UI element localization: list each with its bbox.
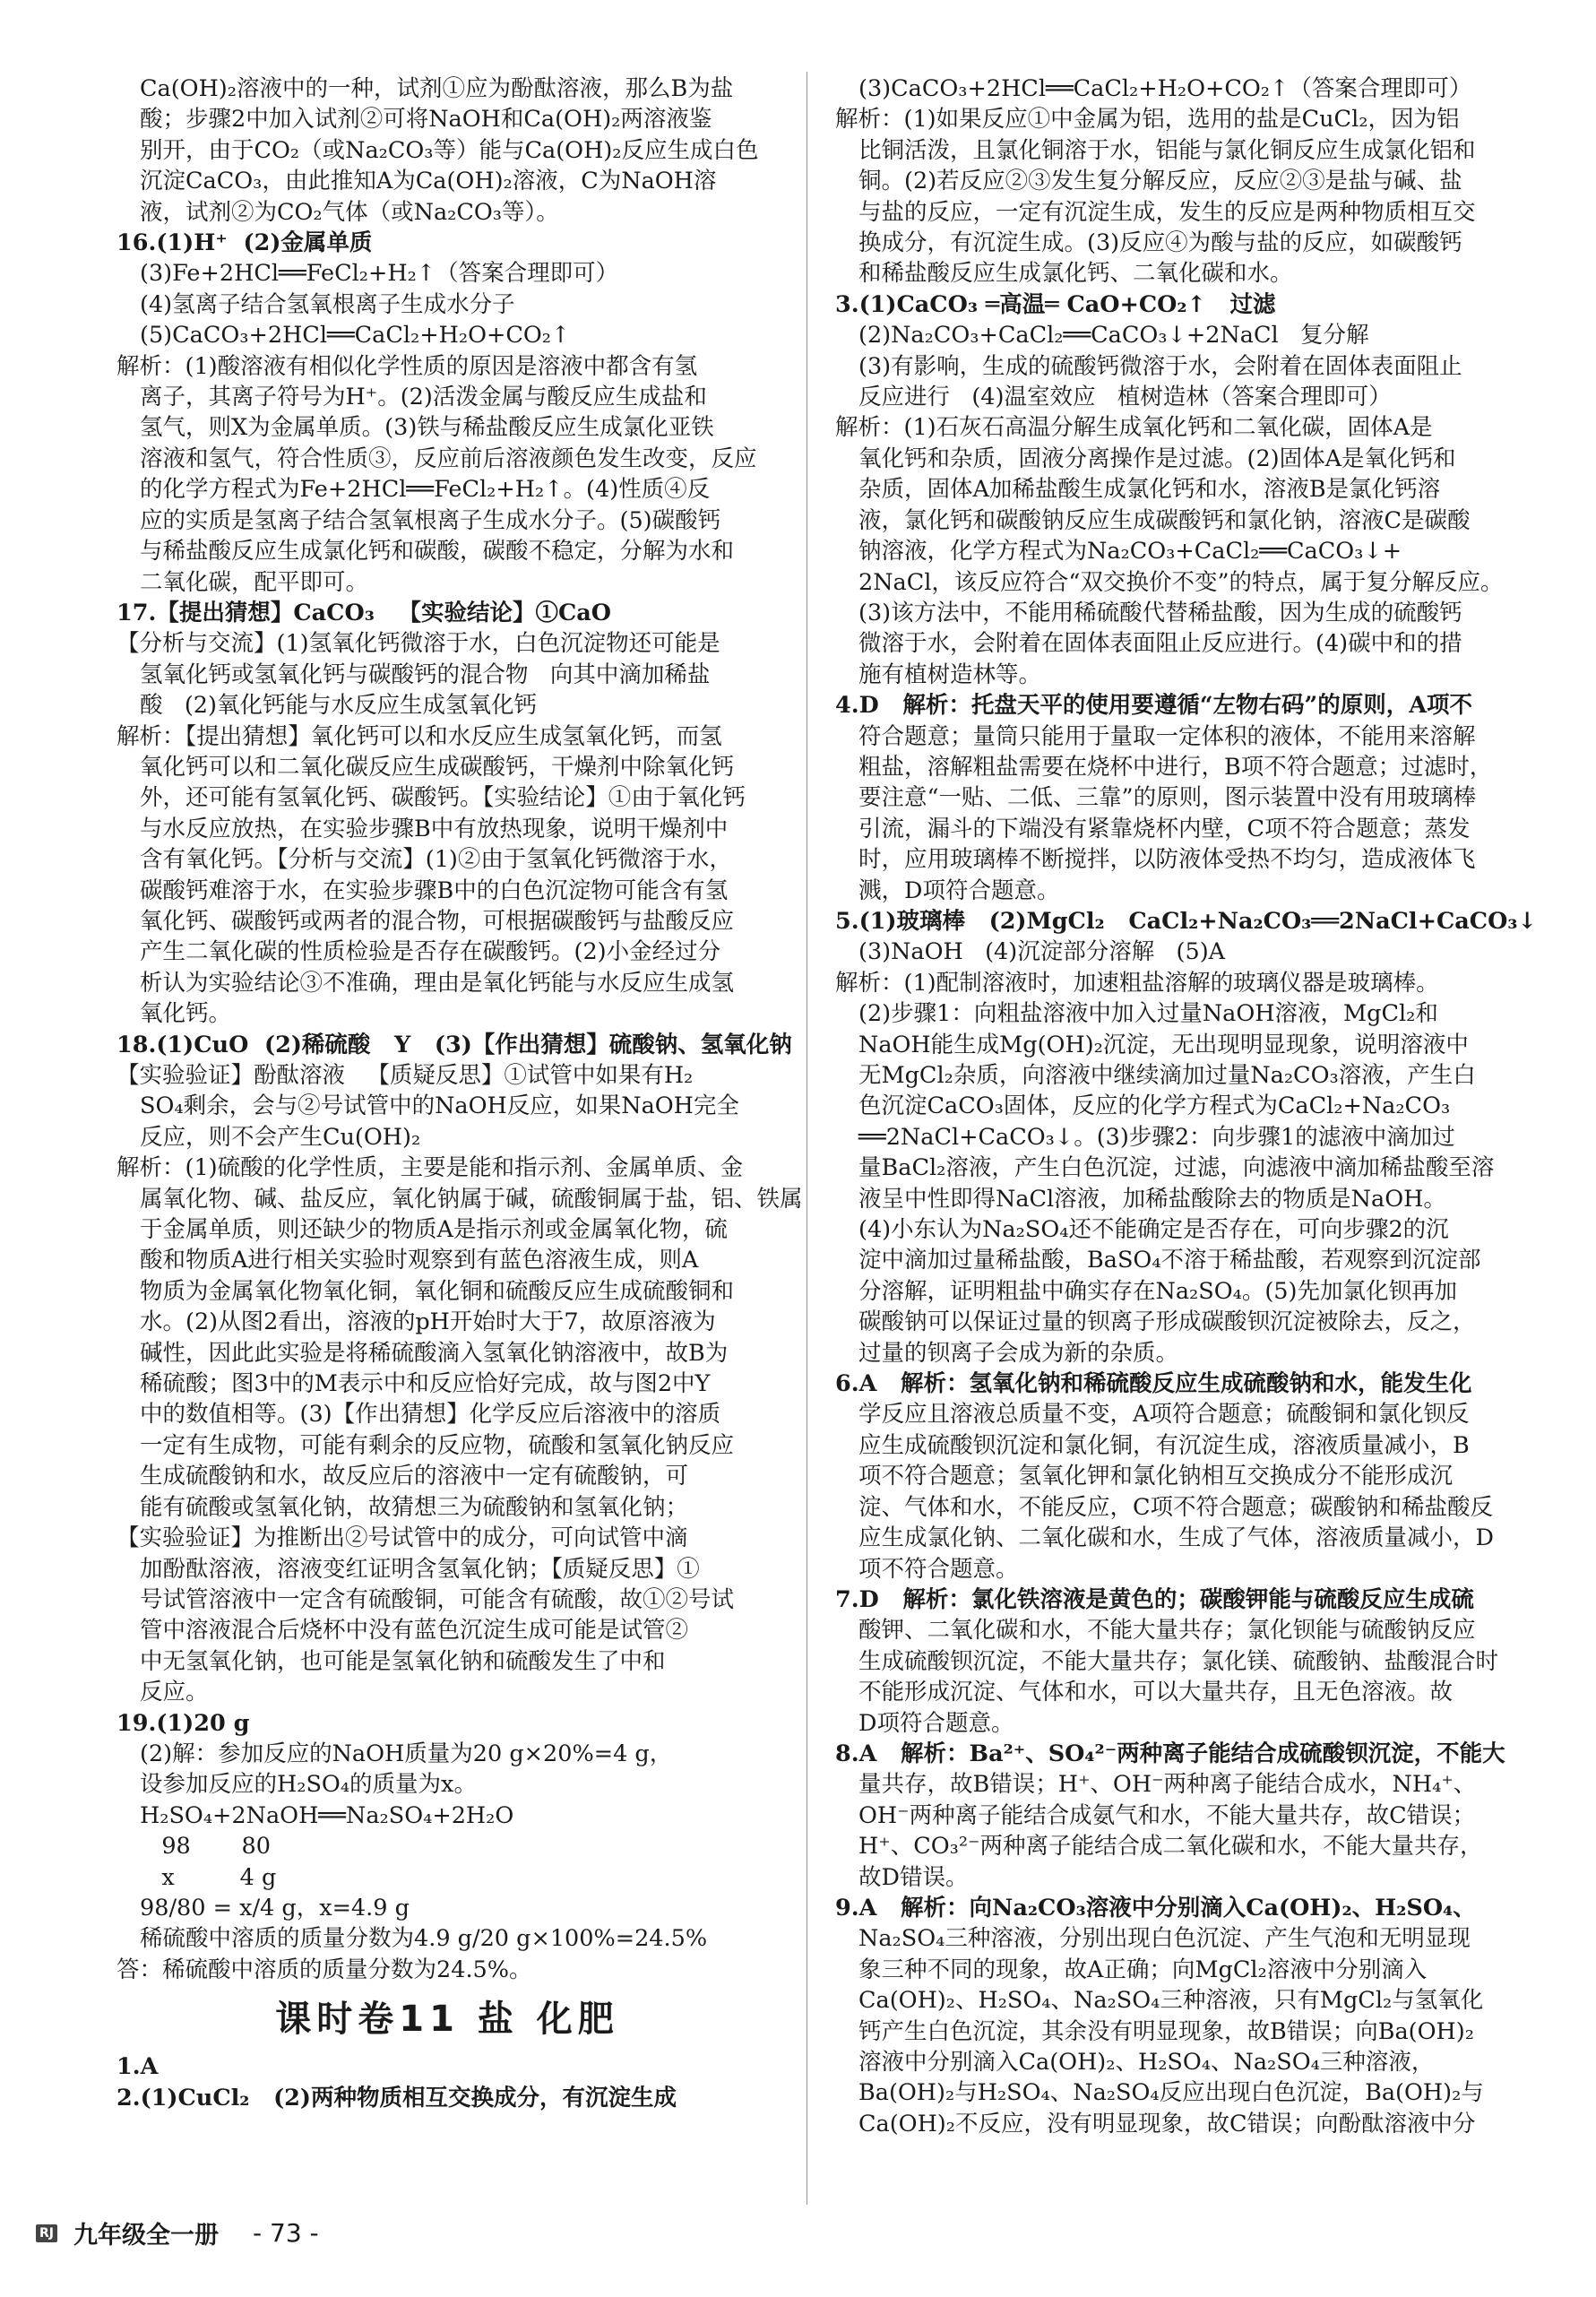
text-line: 量BaCl₂溶液，产生白色沉淀，过滤，向滤液中滴加稀盐酸至溶 [858,1154,1495,1182]
text-line: 中的数值相等。(3)【作出猜想】化学反应后溶液中的溶质 [140,1401,721,1429]
text-line: 解析：(1)如果反应①中金属为铝，选用的盐是CuCl₂，因为铝 [835,106,1460,134]
text-line: (2)步骤1：向粗盐溶液中加入过量NaOH溶液，MgCl₂和 [858,1000,1438,1028]
text-line: 碳酸钠可以保证过量的钡离子形成碳酸钡沉淀被除去，反之， [858,1308,1476,1336]
text-line: 管中溶液混合后烧杯中没有蓝色沉淀生成可能是试管② [140,1617,689,1645]
text-line: 液呈中性即得NaCl溶液，加稀盐酸除去的物质是NaOH。 [858,1185,1446,1213]
text-line: 属氧化物、碱、盐反应，氧化钠属于碱，硫酸铜属于盐，铝、铁属 [140,1185,803,1213]
text-line: 1.A [116,2053,159,2081]
text-line: 加酚酞溶液，溶液变红证明含氢氧化钠；【质疑反思】① [140,1555,700,1583]
text-line: (3)NaOH (4)沉淀部分溶解 (5)A [858,938,1226,966]
text-line: H⁺、CO₃²⁻两种离子能结合成二氧化碳和水，不能大量共存， [858,1833,1483,1861]
text-line: (5)CaCO₃+2HCl══CaCl₂+H₂O+CO₂↑ [140,322,571,350]
text-line: 16.(1)H⁺ (2)金属单质 [116,229,373,257]
text-line: 号试管溶液中一定含有硫酸铜，可能含有硫酸，故①②号试 [140,1585,735,1613]
text-line: 换成分，有沉淀生成。(3)反应④为酸与盐的反应，如碳酸钙 [858,229,1462,257]
text-line: 产生二氧化碳的性质检验是否存在碳酸钙。(2)小金经过分 [140,938,721,966]
text-line: 2NaCl，该反应符合“双交换价不变”的特点，属于复分解反应。 [858,568,1504,596]
text-line: (3)该方法中，不能用稀硫酸代替稀盐酸，因为生成的硫酸钙 [858,599,1462,626]
text-line: 钠溶液，化学方程式为Na₂CO₃+CaCl₂══CaCO₃↓+ [858,538,1402,566]
text-line: 铜。(2)若反应②③发生复分解反应，反应②③是盐与碱、盐 [858,168,1462,195]
text-line: 量共存，故B错误；H⁺、OH⁻两种离子能结合成水，NH₄⁺、 [858,1771,1477,1799]
text-line: 氢气，则X为金属单质。(3)铁与稀盐酸反应生成氯化亚铁 [140,414,714,442]
text-line: 离子，其离子符号为H⁺。(2)活泼金属与酸反应生成盐和 [140,384,707,411]
text-line: 要注意“一贴、二低、三靠”的原则，图示装置中没有用玻璃棒 [858,784,1477,812]
text-line: Ba(OH)₂与H₂SO₄、Na₂SO₄反应出现白色沉淀，Ba(OH)₂与 [858,2079,1484,2107]
text-line: 中无氢氧化钠，也可能是氢氧化钠和硫酸发生了中和 [140,1647,666,1675]
text-line: 过量的钡离子会成为新的杂质。 [858,1339,1179,1367]
text-line: 钙产生白色沉淀，其余没有明显现象，故B错误；向Ba(OH)₂ [858,2017,1474,2045]
text-line: 18.(1)CuO (2)稀硫酸 Y (3)【作出猜想】硫酸钠、氢氧化钠 [116,1031,792,1058]
text-line: 外，还可能有氢氧化钙、碳酸钙。【实验结论】①由于氧化钙 [140,784,746,812]
text-line: 能有硫酸或氢氧化钠，故猜想三为硫酸钠和氢氧化钠； [140,1493,689,1521]
text-line: 碱性，因此此实验是将稀硫酸滴入氢氧化钠溶液中，故B为 [140,1339,729,1367]
text-line: 淀中滴加过量稀盐酸，BaSO₄不溶于稀盐酸，若观察到沉淀部 [858,1247,1481,1274]
text-line: (4)氢离子结合氢氧根离子生成水分子 [140,290,515,318]
text-line: 生成硫酸钠和水，故反应后的溶液中一定有硫酸钠，可 [140,1463,689,1490]
text-line: 答：稀硫酸中溶质的质量分数为24.5%。 [116,1956,532,1983]
text-line: 氢氧化钙或氢氧化钙与碳酸钙的混合物 向其中滴加稀盐 [140,661,711,688]
text-line: 解析：(1)配制溶液时，加速粗盐溶解的玻璃仪器是玻璃棒。 [835,969,1439,997]
text-line: 5.(1)玻璃棒 (2)MgCl₂ CaCl₂+Na₂CO₃══2NaCl+CaCO₃↓ [835,907,1537,935]
text-line: 二氧化碳，配平即可。 [140,568,369,596]
text-line: 3.(1)CaCO₃ ═高温═ CaO+CO₂↑ 过滤 [835,290,1276,318]
text-line: 溅，D项符合题意。 [858,876,1060,904]
grade-label: 九年级全一册 [73,2222,219,2250]
text-line: 粗盐，溶解粗盐需要在烧杯中进行，B项不符合题意；过滤时， [858,753,1493,781]
text-line: SO₄剩余，会与②号试管中的NaOH反应，如果NaOH完全 [140,1092,739,1120]
text-line: 氧化钙和杂质，固液分离操作是过滤。(2)固体A是氧化钙和 [858,445,1456,472]
text-line: Na₂SO₄三种溶液，分别出现白色沉淀、产生气泡和无明显现 [858,1925,1471,1953]
text-line: 酸；步骤2中加入试剂②可将NaOH和Ca(OH)₂两溶液鉴 [140,106,712,134]
text-line: 无MgCl₂杂质，向溶液中继续滴加过量Na₂CO₃溶液，产生白 [858,1062,1476,1089]
text-line: 应生成硫酸钡沉淀和氯化铜，有沉淀生成，溶液质量减小，B [858,1431,1470,1459]
text-line: 生成硫酸钡沉淀，不能大量共存；氯化镁、硫酸钠、盐酸混合时 [858,1647,1499,1675]
text-line: (3)CaCO₃+2HCl══CaCl₂+H₂O+CO₂↑（答案合理即可） [858,75,1472,102]
text-line: ══2NaCl+CaCO₃↓。(3)步骤2：向步骤1的滤液中滴加过 [858,1123,1455,1151]
left-column [116,73,803,2113]
text-line: Ca(OH)₂溶液中的一种，试剂①应为酚酞溶液，那么B为盐 [140,75,734,102]
text-line: x 4 g [140,1863,277,1891]
text-line: 含有氧化钙。【分析与交流】(1)②由于氢氧化钙微溶于水， [140,846,732,874]
text-line: (3)有影响，生成的硫酸钙微溶于水，会附着在固体表面阻止 [858,352,1462,380]
right-column [835,73,1537,2139]
text-line: 设参加反应的H₂SO₄的质量为x。 [140,1771,477,1799]
text-line: 物质为金属氧化物氧化铜，氧化铜和硫酸反应生成硫酸铜和 [140,1277,735,1305]
text-line: NaOH能生成Mg(OH)₂沉淀，无出现明显现象，说明溶液中 [858,1031,1469,1058]
text-line: 氧化钙、碳酸钙或两者的混合物，可根据碳酸钙与盐酸反应 [140,907,735,935]
text-line: 的化学方程式为Fe+2HCl══FeCl₂+H₂↑。(4)性质④反 [140,476,711,504]
text-line: 17.【提出猜想】CaCO₃ 【实验结论】①CaO [116,599,612,626]
text-line: 稀硫酸；图3中的M表示中和反应恰好完成，故与图2中Y [140,1370,711,1398]
text-line: 溶液和氢气，符合性质③，反应前后溶液颜色发生改变，反应 [140,445,757,472]
text-line: 与稀盐酸反应生成氯化钙和碳酸，碳酸不稳定，分解为水和 [140,538,735,566]
text-line: (4)小东认为Na₂SO₄还不能确定是否存在，可向步骤2的沉 [858,1216,1449,1244]
text-line: 酸钾、二氧化碳和水，不能大量共存；氯化钡能与硫酸钠反应 [858,1617,1476,1645]
text-line: 引流，漏斗的下端没有紧靠烧杯内壁，C项不符合题意；蒸发 [858,815,1471,842]
page-footer [36,2215,319,2250]
text-line: 杂质，固体A加稀盐酸生成氯化钙和水，溶液B是氯化钙溶 [858,476,1441,504]
text-line: (2)Na₂CO₃+CaCl₂══CaCO₃↓+2NaCl 复分解 [858,322,1369,350]
text-line: 一定有生成物，可能有剩余的反应物，硫酸和氢氧化钠反应 [140,1431,735,1459]
text-line: 项不符合题意；氢氧化钾和氯化钠相互交换成分不能形成沉 [858,1463,1454,1490]
text-line: 反应。 [140,1679,209,1706]
text-line: 液，氯化钙和碳酸钠反应生成碳酸钙和氯化钠，溶液C是碳酸 [858,506,1471,534]
text-line: 【实验验证】为推断出②号试管中的成分，可向试管中滴 [116,1524,688,1552]
text-line: 6.A 解析：氢氧化钠和稀硫酸反应生成硫酸钠和水，能发生化 [835,1370,1472,1398]
text-line: 淀、气体和水，不能反应，C项不符合题意；碳酸钠和稀盐酸反 [858,1493,1494,1521]
section-title: 课时卷11 盐 化肥 [275,1999,619,2041]
text-line: 碳酸钙难溶于水，在实验步骤B中的白色沉淀物可能含有氢 [140,876,729,904]
text-line: OH⁻两种离子能结合成氨气和水，不能大量共存，故C错误； [858,1801,1476,1829]
text-line: 不能形成沉淀、气体和水，可以大量共存，且无色溶液。故 [858,1679,1454,1706]
text-line: 98 80 [140,1833,271,1861]
text-line: 项不符合题意。 [858,1555,1019,1583]
text-line: 色沉淀CaCO₃固体，反应的化学方程式为CaCl₂+Na₂CO₃ [858,1092,1451,1120]
text-line: 别开，由于CO₂（或Na₂CO₃等）能与Ca(OH)₂反应生成白色 [140,136,759,164]
text-line: 沉淀CaCO₃，由此推知A为Ca(OH)₂溶液，C为NaOH溶 [140,168,717,195]
text-line: D项符合题意。 [858,1709,1014,1737]
text-line: 2.(1)CuCl₂ (2)两种物质相互交换成分，有沉淀生成 [116,2084,677,2111]
text-line: 98/80 = x/4 g，x=4.9 g [140,1894,410,1921]
text-line: 酸 (2)氧化钙能与水反应生成氢氧化钙 [140,692,537,720]
text-line: 与盐的反应，一定有沉淀生成，发生的反应是两种物质相互交 [858,198,1476,226]
text-line: 9.A 解析：向Na₂CO₃溶液中分别滴入Ca(OH)₂、H₂SO₄、 [835,1894,1476,1921]
text-line: 学反应且溶液总质量不变，A项符合题意；硫酸铜和氯化钡反 [858,1401,1470,1429]
text-line: 于金属单质，则还缺少的物质A是指示剂或金属氧化物，硫 [140,1216,728,1244]
edition-badge: RJ [36,2224,57,2242]
text-line: 故D错误。 [858,1863,969,1891]
text-line: 时，应用玻璃棒不断搅拌，以防液体受热不均匀，造成液体飞 [858,846,1476,874]
text-line: 微溶于水，会附着在固体表面阻止反应进行。(4)碳中和的措 [858,630,1462,658]
text-line: 7.D 解析：氯化铁溶液是黄色的；碳酸钾能与硫酸反应生成硫 [835,1585,1474,1613]
text-line: 水。(2)从图2看出，溶液的pH开始时大于7，故原溶液为 [140,1308,716,1336]
text-line: Ca(OH)₂、H₂SO₄、Na₂SO₄三种溶液，只有MgCl₂与氢氧化 [858,1987,1484,2015]
text-line: 【实验验证】酚酞溶液 【质疑反思】①试管中如果有H₂ [116,1062,694,1089]
text-line: 反应进行 (4)温室效应 植树造林（答案合理即可） [858,384,1392,411]
text-line: 解析：(1)酸溶液有相似化学性质的原因是溶液中都含有氢 [116,352,698,380]
text-line: 稀硫酸中溶质的质量分数为4.9 g/20 g×100%=24.5% [140,1925,708,1953]
text-line: 氧化钙可以和二氧化碳反应生成碳酸钙，干燥剂中除氧化钙 [140,753,735,781]
text-line: 解析：【提出猜想】氧化钙可以和水反应生成氢氧化钙，而氢 [116,722,722,750]
text-line: 解析：(1)石灰石高温分解生成氧化钙和二氧化碳，固体A是 [835,414,1433,442]
page-number: - 73 - [253,2218,319,2248]
text-line: 与水反应放热，在实验步骤B中有放热现象，说明干燥剂中 [140,815,729,842]
text-line: H₂SO₄+2NaOH══Na₂SO₄+2H₂O [140,1801,514,1829]
text-line: Ca(OH)₂不反应，没有明显现象，故C错误；向酚酞溶液中分 [858,2110,1476,2137]
text-line: (3)Fe+2HCl══FeCl₂+H₂↑（答案合理即可） [140,260,619,288]
text-line: 酸和物质A进行相关实验时观察到有蓝色溶液生成，则A [140,1247,699,1274]
text-line: 解析：(1)硫酸的化学性质，主要是能和指示剂、金属单质、金 [116,1154,744,1182]
text-line: 【分析与交流】(1)氢氧化钙微溶于水，白色沉淀物还可能是 [116,630,720,658]
text-line: 液，试剂②为CO₂气体（或Na₂CO₃等）。 [140,198,559,226]
text-line: 和稀盐酸反应生成氯化钙、二氧化碳和水。 [858,260,1293,288]
text-line: 象三种不同的现象，故A正确；向MgCl₂溶液中分别滴入 [858,1956,1428,1983]
text-line: 析认为实验结论③不准确，理由是氧化钙能与水反应生成氢 [140,969,735,997]
text-line: (2)解：参加反应的NaOH质量为20 g×20%=4 g， [140,1740,673,1767]
text-line: 应的实质是氢离子结合氢氧根离子生成水分子。(5)碳酸钙 [140,506,721,534]
text-line: 符合题意；量筒只能用于量取一定体积的液体，不能用来溶解 [858,722,1476,750]
text-line: 氧化钙。 [140,1000,232,1028]
text-line: 反应，则不会产生Cu(OH)₂ [140,1123,421,1151]
text-line: 施有植树造林等。 [858,661,1042,688]
text-line: 应生成氯化钠、二氧化碳和水，生成了气体，溶液质量减小，D [858,1524,1494,1552]
text-line: 分溶解，证明粗盐中确实存在Na₂SO₄。(5)先加氯化钡再加 [858,1277,1457,1305]
text-line: 4.D 解析：托盘天平的使用要遵循“左物右码”的原则，A项不 [835,692,1472,720]
text-line: 8.A 解析：Ba²⁺、SO₄²⁻两种离子能结合成硫酸钡沉淀，不能大 [835,1740,1505,1767]
text-line: 比铜活泼，且氯化铜溶于水，铝能与氯化铜反应生成氯化铝和 [858,136,1476,164]
text-line: 溶液中分别滴入Ca(OH)₂、H₂SO₄、Na₂SO₄三种溶液， [858,2049,1435,2076]
text-line: 19.(1)20 g [116,1709,250,1737]
